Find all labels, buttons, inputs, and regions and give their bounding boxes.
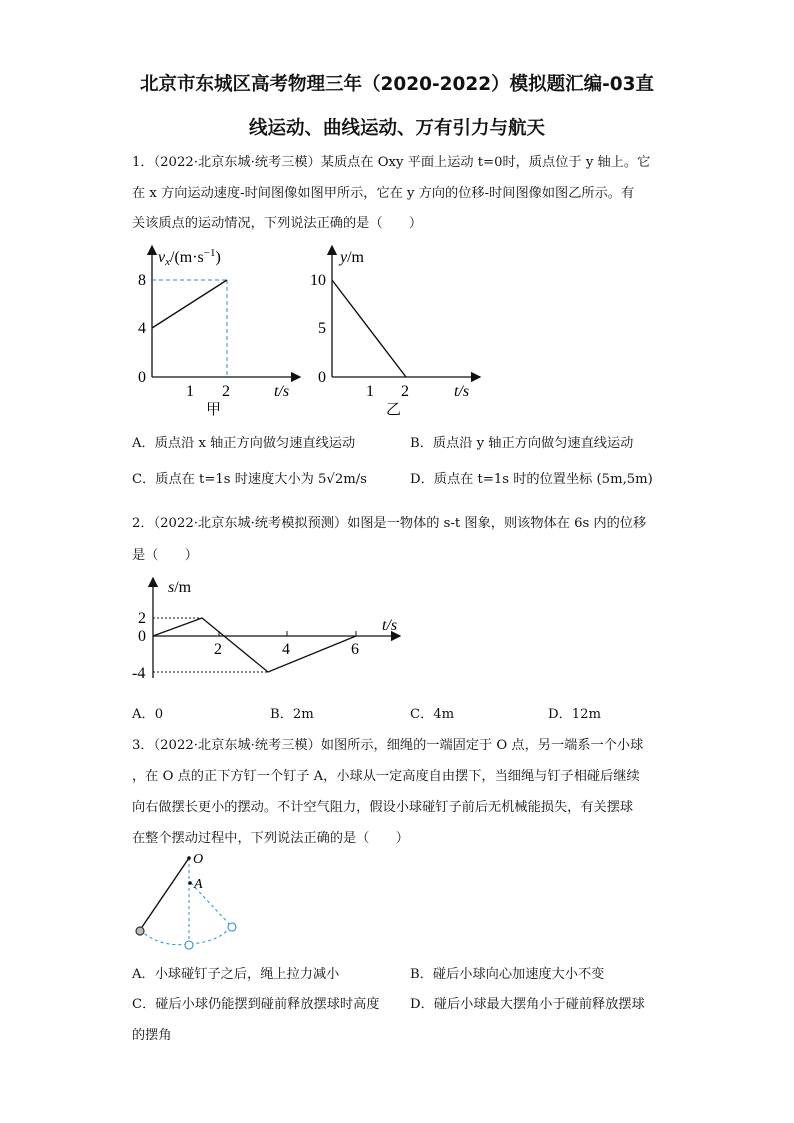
q1-graph-a-ytick-4: 4 — [138, 320, 146, 337]
q1-option-b[interactable]: B．质点沿 y 轴正方向做匀速直线运动 — [410, 436, 634, 451]
q1-graph-b-xlabel: t/s — [454, 383, 470, 400]
q1-option-a[interactable]: A．质点沿 x 轴正方向做匀速直线运动 — [132, 436, 356, 451]
q3-option-d-continued: 的摆角 — [132, 1028, 172, 1043]
q3-option-b[interactable]: B．碰后小球向心加速度大小不变 — [410, 967, 605, 982]
q1-graph-a-ytick-8: 8 — [138, 272, 146, 289]
q3-swing-arc — [140, 926, 231, 945]
q1-graph-b-ytick-0: 0 — [318, 369, 326, 386]
q1-graph-a — [130, 240, 330, 420]
q2-graph-data-line — [153, 618, 356, 672]
q3-string — [140, 858, 189, 930]
q1-graph-a-data-line — [152, 280, 227, 328]
q1-text-line-1: 1．（2022·北京东城·统考三模）某质点在 Oxy 平面上运动 t=0时，质点位于 y 轴上。它 — [132, 155, 651, 170]
q2-graph-ytick-0: 0 — [138, 628, 146, 645]
q1-graph-b-ytick-5: 5 — [318, 320, 326, 337]
q3-option-c[interactable]: C．碰后小球仍能摆到碰前释放摆球时高度 — [132, 997, 380, 1012]
q1-graph-b-xtick-2: 2 — [401, 383, 409, 400]
q3-text-line-1: 3．（2022·北京东城·统考三模）如图所示，细绳的一端固定于 O 点，另一端系一个小球 — [132, 738, 644, 753]
q2-graph — [132, 572, 422, 692]
page-title-line-1: 北京市东城区高考物理三年（2020-2022）模拟题汇编-03直 — [139, 74, 655, 95]
q3-ball-start — [136, 927, 144, 935]
q1-graph-b-ylabel: y/m — [340, 249, 364, 266]
q2-text-line-1: 2．（2022·北京东城·统考模拟预测）如图是一物体的 s-t 图象，则该物体在 6s 内的位移 — [132, 516, 647, 531]
q2-option-d[interactable]: D．12m — [548, 707, 602, 722]
q2-graph-xtick-6: 6 — [351, 641, 359, 658]
q2-text-line-2: 是（ ） — [132, 548, 198, 563]
q1-graph-a-ytick-0: 0 — [138, 369, 146, 386]
q3-nail-a — [188, 881, 192, 885]
q1-graph-a-xtick-2: 2 — [222, 383, 230, 400]
q1-graph-a-xlabel: t/s — [274, 383, 290, 400]
q1-option-c[interactable]: C．质点在 t=1s 时速度大小为 5√2m/s — [132, 472, 367, 487]
q3-ball-end — [228, 923, 236, 931]
q1-graph-a-ylabel: $vx/(m\cdot s^{-1})$ — [158, 247, 221, 268]
q1-text-line-3: 关该质点的运动情况，下列说法正确的是（ ） — [132, 216, 423, 231]
q2-graph-xtick-4: 4 — [282, 641, 290, 658]
q1-text-line-2: 在 x 方向运动速度-时间图像如图甲所示，它在 y 方向的位移-时间图像如图乙所示。有 — [132, 186, 635, 201]
q1-graph-b-xtick-1: 1 — [366, 383, 374, 400]
q2-option-b[interactable]: B．2m — [270, 707, 314, 722]
q2-option-a[interactable]: A．0 — [132, 707, 164, 722]
q3-ball-bottom — [185, 941, 193, 949]
q1-option-d[interactable]: D．质点在 t=1s 时的位置坐标 (5m,5m) — [410, 472, 653, 487]
q2-graph-xlabel: t/s — [382, 617, 398, 634]
q3-label-a: A — [194, 877, 203, 892]
q3-option-a[interactable]: A．小球碰钉子之后，绳上拉力减小 — [132, 967, 340, 982]
q3-text-line-4: 在整个摆动过程中，下列说法正确的是（ ） — [132, 831, 409, 846]
q3-point-o — [187, 856, 191, 860]
q2-option-c[interactable]: C．4m — [410, 707, 455, 722]
q1-graph-a-xtick-1: 1 — [186, 383, 194, 400]
q3-label-o: O — [193, 852, 204, 867]
q1-graph-b — [310, 240, 510, 420]
q3-text-line-2: ，在 O 点的正下方钉一个钉子 A，小球从一定高度自由摆下，当细绳与钉子相碰后继续 — [132, 769, 640, 784]
q2-graph-ytick-2: 2 — [138, 610, 146, 627]
q3-option-d[interactable]: D．碰后小球最大摆角小于碰前释放摆球 — [410, 997, 645, 1012]
q3-pendulum-figure — [130, 852, 260, 952]
q1-graph-a-caption: 甲 — [206, 400, 222, 418]
q2-graph-xtick-2: 2 — [214, 641, 222, 658]
q1-graph-b-data-line — [332, 280, 406, 377]
q1-graph-b-ytick-10: 10 — [310, 272, 326, 289]
q3-text-line-3: 向右做摆长更小的摆动。不计空气阻力，假设小球碰钉子前后无机械能损失，有关摆球 — [132, 800, 634, 815]
q2-graph-ylabel: s/m — [168, 579, 192, 596]
q2-graph-ytick-minus4: -4 — [132, 665, 146, 682]
q1-graph-b-caption: 乙 — [386, 400, 402, 418]
page-title-line-2: 线运动、曲线运动、万有引力与航天 — [248, 118, 545, 139]
